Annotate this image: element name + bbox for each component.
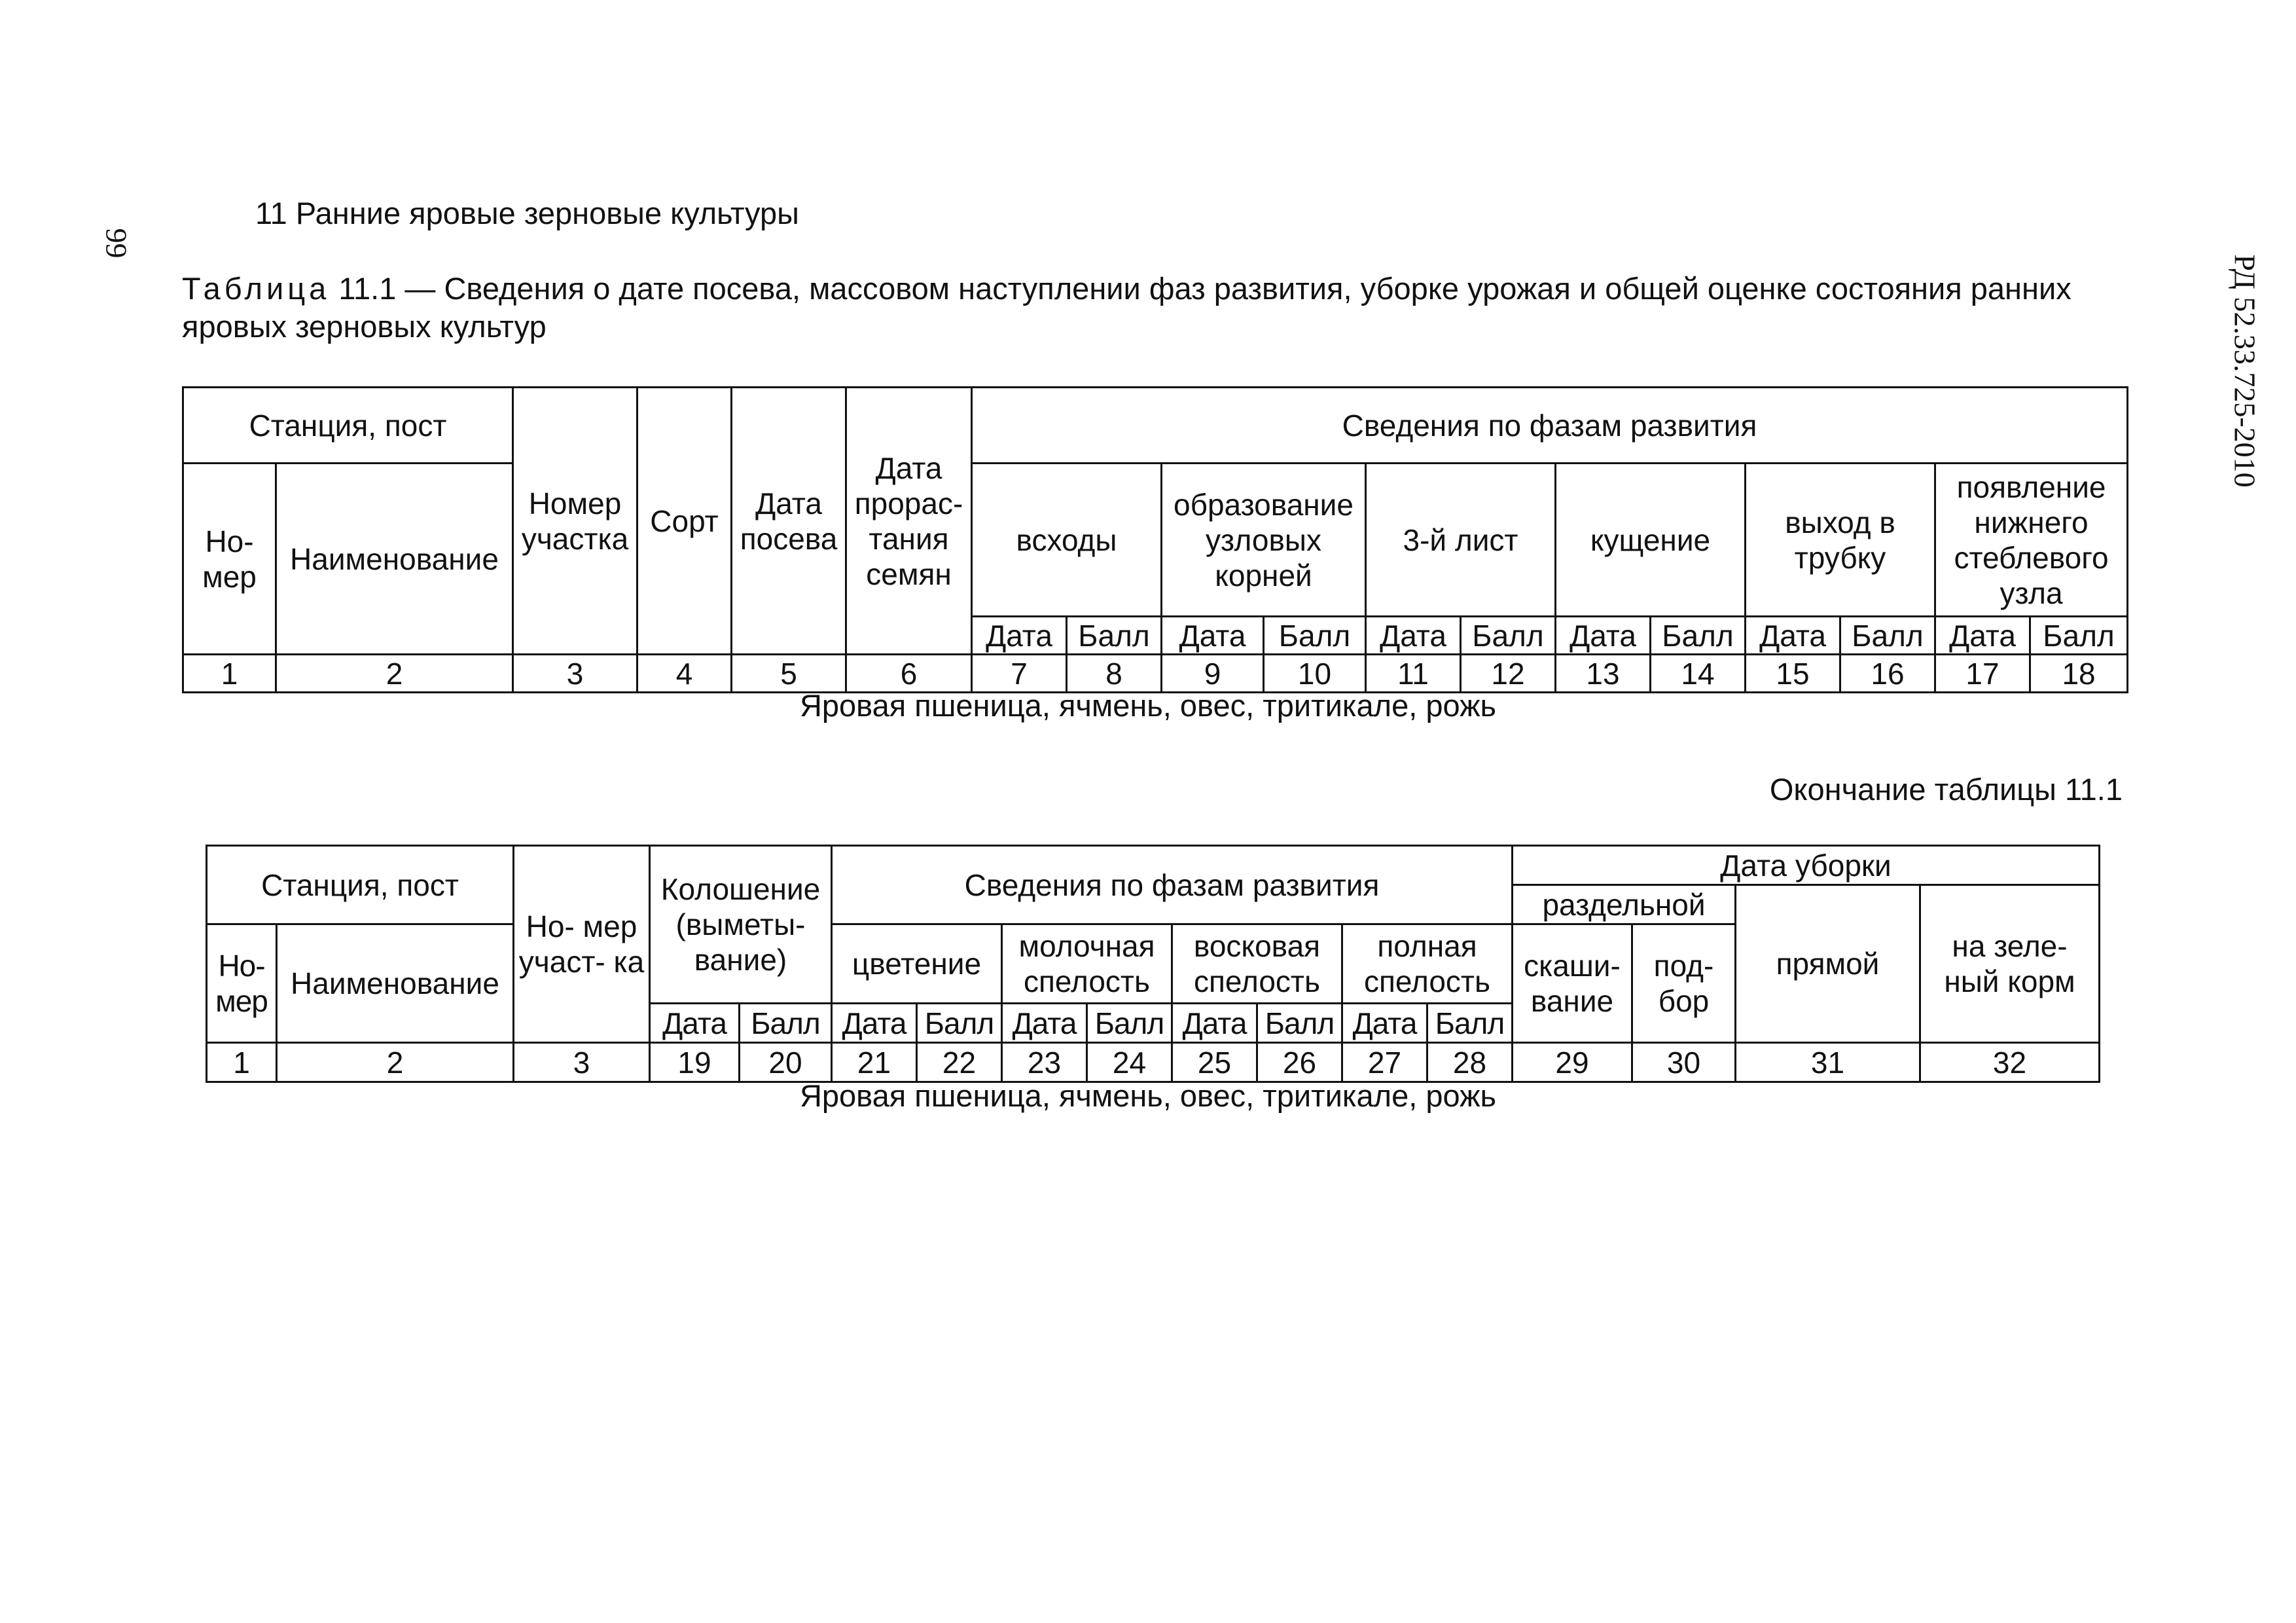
header-station: Станция, пост	[207, 846, 514, 924]
column-number-col-4: 19	[650, 1043, 740, 1082]
subheader-date-9: Дата	[1342, 1004, 1427, 1043]
header-phase-full-ripeness: полная спелость	[1342, 924, 1513, 1004]
subheader-score-6: Балл	[1461, 617, 1556, 655]
header-phase-nodal-roots: образование узловых корней	[1162, 464, 1366, 617]
header-harvest-pickup: под- бор	[1632, 924, 1736, 1043]
subheader-date-1: Дата	[650, 1004, 740, 1043]
column-number-col-18: 18	[2030, 655, 2128, 693]
subheader-date-1: Дата	[972, 617, 1067, 655]
page-number: 99	[99, 228, 134, 259]
table-continuation-label: Окончание таблицы 11.1	[1769, 772, 2123, 807]
column-number-col-1: 1	[183, 655, 276, 693]
header-phase-wax-ripeness: восковая спелость	[1172, 924, 1342, 1004]
column-number-row	[207, 1043, 2100, 1082]
table-caption-label: Таблица	[182, 271, 331, 306]
column-number-col-2: 2	[276, 655, 513, 693]
subheader-date-3: Дата	[1162, 617, 1264, 655]
crops-label-main: Яровая пшеница, ячмень, овес, тритикале, рожь	[799, 688, 1497, 723]
table-caption	[182, 270, 2132, 346]
column-number-col-8: 23	[1002, 1043, 1087, 1082]
column-number-col-7: 7	[972, 655, 1067, 693]
subheader-date-11: Дата	[1935, 617, 2030, 655]
header-station-number: Но- мер	[183, 464, 276, 655]
column-number-col-3: 3	[513, 655, 637, 693]
column-number-col-14: 29	[1513, 1043, 1632, 1082]
header-phase-booting: выход в трубку	[1746, 464, 1935, 617]
column-number-col-15: 30	[1632, 1043, 1736, 1082]
header-sowing-date: Дата посева	[732, 388, 846, 655]
header-harvest-separate: раздельной	[1513, 885, 1736, 924]
column-number-col-16: 31	[1736, 1043, 1920, 1082]
column-number-col-10: 25	[1172, 1043, 1257, 1082]
column-number-col-3: 3	[514, 1043, 650, 1082]
header-phases-group: Сведения по фазам развития	[972, 388, 2128, 464]
subheader-score-4: Балл	[1264, 617, 1366, 655]
header-station-name: Наименование	[276, 464, 513, 655]
subheader-date-5: Дата	[1002, 1004, 1087, 1043]
subheader-score-10: Балл	[1840, 617, 1935, 655]
column-number-col-7: 22	[917, 1043, 1002, 1082]
header-harvest-group: Дата уборки	[1513, 846, 2100, 885]
header-harvest-green-fodder: на зеле- ный корм	[1920, 885, 2100, 1043]
column-number-col-5: 20	[740, 1043, 832, 1082]
subheader-score-4: Балл	[917, 1004, 1002, 1043]
header-station-name: Наименование	[277, 924, 514, 1043]
column-number-col-17: 17	[1935, 655, 2030, 693]
column-number-col-9: 9	[1162, 655, 1264, 693]
subheader-score-6: Балл	[1087, 1004, 1172, 1043]
column-number-col-13: 13	[1556, 655, 1651, 693]
column-number-col-16: 16	[1840, 655, 1935, 693]
column-number-col-6: 6	[846, 655, 972, 693]
header-phase-tillering: кущение	[1556, 464, 1746, 617]
column-number-col-5: 5	[732, 655, 846, 693]
header-station-number: Но- мер	[207, 924, 277, 1043]
subheader-date-5: Дата	[1366, 617, 1461, 655]
column-number-col-9: 24	[1087, 1043, 1172, 1082]
column-number-col-6: 21	[832, 1043, 917, 1082]
subheader-score-8: Балл	[1257, 1004, 1342, 1043]
header-phases-group: Сведения по фазам развития	[832, 846, 1513, 924]
column-number-col-11: 26	[1257, 1043, 1342, 1082]
column-number-col-2: 2	[277, 1043, 514, 1082]
column-number-col-13: 28	[1427, 1043, 1513, 1082]
header-germination-date: Дата прорас- тания семян	[846, 388, 972, 655]
column-number-col-15: 15	[1746, 655, 1840, 693]
subheader-date-7: Дата	[1556, 617, 1651, 655]
table-end	[206, 845, 2100, 1083]
subheader-score-8: Балл	[1651, 617, 1746, 655]
column-number-col-12: 27	[1342, 1043, 1427, 1082]
table-caption-text: 11.1 — Сведения о дате посева, массовом наступлении фаз развития, уборке урожая и общей оценке состояния ранних яровых зерновых культур	[182, 271, 2072, 344]
column-number-col-10: 10	[1264, 655, 1366, 693]
table-main	[182, 386, 2128, 693]
column-number-col-11: 11	[1366, 655, 1461, 693]
column-number-row	[183, 655, 2128, 693]
subheader-date-3: Дата	[832, 1004, 917, 1043]
header-phase-milk-ripeness: молочная спелость	[1002, 924, 1172, 1004]
header-variety: Сорт	[637, 388, 732, 655]
header-harvest-mowing: скаши- вание	[1513, 924, 1632, 1043]
crops-label-end: Яровая пшеница, ячмень, овес, тритикале, рожь	[799, 1078, 1497, 1113]
column-number-col-8: 8	[1067, 655, 1162, 693]
column-number-col-17: 32	[1920, 1043, 2100, 1082]
header-plot-number: Но- мер участ- ка	[514, 846, 650, 1043]
document-code: РД 52.33.725-2010	[2228, 254, 2262, 488]
header-station: Станция, пост	[183, 388, 513, 464]
subheader-score-10: Балл	[1427, 1004, 1513, 1043]
header-harvest-direct: прямой	[1736, 885, 1920, 1043]
subheader-score-2: Балл	[1067, 617, 1162, 655]
header-phase-stem-node: появление нижнего стеблевого узла	[1935, 464, 2128, 617]
column-number-col-14: 14	[1651, 655, 1746, 693]
subheader-date-7: Дата	[1172, 1004, 1257, 1043]
subheader-score-2: Балл	[740, 1004, 832, 1043]
section-title: 11 Ранние яровые зерновые культуры	[255, 196, 799, 230]
subheader-date-9: Дата	[1746, 617, 1840, 655]
header-phase-flowering: цветение	[832, 924, 1002, 1004]
header-phase-emergence: всходы	[972, 464, 1162, 617]
header-plot-number: Номер участка	[513, 388, 637, 655]
subheader-score-12: Балл	[2030, 617, 2128, 655]
header-heading-stage: Колошение (выметы- вание)	[650, 846, 832, 1004]
column-number-col-4: 4	[637, 655, 732, 693]
header-phase-third-leaf: 3-й лист	[1366, 464, 1556, 617]
column-number-col-12: 12	[1461, 655, 1556, 693]
column-number-col-1: 1	[207, 1043, 277, 1082]
